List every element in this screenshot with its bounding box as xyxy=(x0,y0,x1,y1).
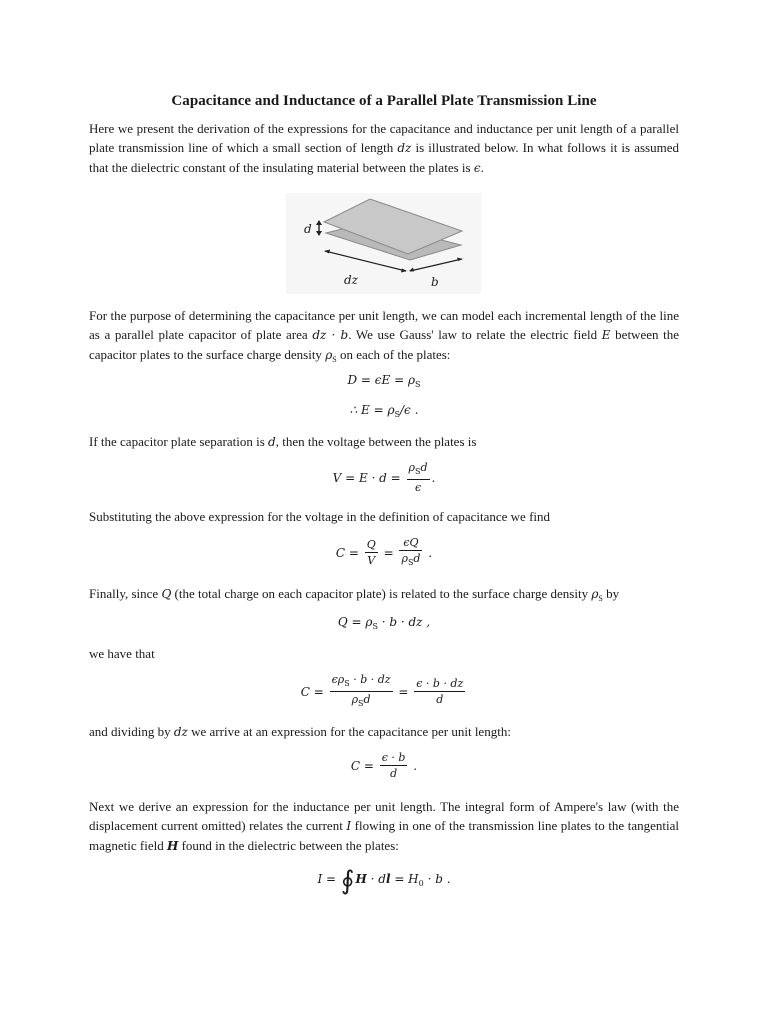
math-area: dz · b xyxy=(312,328,349,342)
numerator: ϵ · b xyxy=(381,751,406,764)
inductance-paragraph xyxy=(89,797,679,856)
eq-text: I = xyxy=(317,872,340,886)
subscript: S xyxy=(332,355,337,364)
fraction xyxy=(414,677,465,706)
math-E: E xyxy=(601,328,611,342)
eq-text: C = xyxy=(300,685,328,699)
math-d: d xyxy=(268,435,276,449)
math-dz: dz xyxy=(397,141,412,155)
text: by xyxy=(602,586,620,601)
page-title: Capacitance and Inductance of a Parallel Plate Transmission Line xyxy=(171,93,597,109)
subscript: S xyxy=(358,699,364,708)
text: Finally, since xyxy=(89,586,162,601)
eq-text: C = xyxy=(335,546,363,560)
denominator: ρ xyxy=(351,693,359,706)
math-rho: ρ xyxy=(591,587,599,601)
substitution-paragraph: Substituting the above expression for the voltage in the definition of capacitance we find xyxy=(89,509,551,524)
text: flowing in one of the transmission line plates to the tangential magnetic field xyxy=(89,818,680,853)
numerator: ϵρ xyxy=(331,673,345,686)
denominator-tail: d xyxy=(413,552,421,565)
text: . xyxy=(480,160,484,175)
fraction xyxy=(399,536,422,569)
denominator: ϵ xyxy=(414,481,422,494)
eq-text: = xyxy=(379,546,398,560)
text: If the capacitor plate separation is xyxy=(89,434,269,449)
eq-text: . xyxy=(424,546,433,560)
text: . We use Gauss' law to relate the electric field xyxy=(348,327,602,342)
numerator: Q xyxy=(366,538,376,551)
math-Q: Q xyxy=(161,587,172,601)
equation-capacitance-def xyxy=(0,537,768,570)
math-rho: ρ xyxy=(325,348,333,362)
text: is illustrated below. In what follows it is assumed that the dielectric constant of the insulating material between the plates is xyxy=(89,140,679,175)
math-H: H xyxy=(166,839,179,853)
subscript: S xyxy=(407,558,414,567)
eq-text: ∴ E = ρ xyxy=(349,403,395,417)
fraction xyxy=(365,538,378,567)
eq-text: . xyxy=(409,759,418,773)
numerator: ϵQ xyxy=(399,536,422,551)
fraction xyxy=(330,673,393,710)
label-b: b xyxy=(431,275,439,289)
eq-text: /ϵ . xyxy=(400,403,419,417)
denominator: d xyxy=(390,767,398,780)
fraction xyxy=(407,461,430,494)
eq-text: · b . xyxy=(423,872,451,886)
contour-integral-icon: ∮ xyxy=(340,866,355,896)
eq-text: · b · dz , xyxy=(377,615,431,629)
text: , then the voltage between the plates is xyxy=(275,434,477,449)
intro-paragraph xyxy=(89,119,679,178)
denominator: ρ xyxy=(401,552,408,565)
text: found in the dielectric between the plates: xyxy=(178,838,399,853)
text: and dividing by xyxy=(89,724,174,739)
eq-text: D = ϵE = ρ xyxy=(347,373,416,387)
text: Here we present the derivation of the expressions for the capacitance and inductance per unit length of a parallel plate transmission line of which a small section of length xyxy=(89,121,679,155)
dividing-paragraph xyxy=(89,722,679,742)
fraction xyxy=(380,751,408,780)
text: between the capacitor plates to the surface charge density xyxy=(89,327,679,362)
purpose-paragraph xyxy=(89,306,679,369)
eq-text: V = E · d = xyxy=(332,471,405,485)
eq-text: . xyxy=(431,471,436,485)
subscript: S xyxy=(415,467,421,476)
subscript: S xyxy=(415,380,421,389)
eq-text: = H xyxy=(390,872,419,886)
numerator: ρ xyxy=(408,461,416,474)
numerator-tail: · b · dz xyxy=(349,673,391,686)
denominator: V xyxy=(367,554,376,567)
equation-ampere xyxy=(0,866,768,896)
voltage-paragraph xyxy=(89,432,679,452)
equation-field xyxy=(0,403,768,419)
eq-text: · d xyxy=(366,872,386,886)
text: we arrive at an expression for the capacitance per unit length: xyxy=(187,724,511,739)
subscript: S xyxy=(598,594,603,603)
numerator-tail: d xyxy=(420,461,428,474)
math-epsilon: ϵ xyxy=(473,161,481,175)
text: (the total charge on each capacitor plate) is related to the surface charge density xyxy=(171,586,592,601)
eq-text: = xyxy=(394,685,413,699)
label-d: d xyxy=(304,222,312,236)
have-that-paragraph: we have that xyxy=(89,646,155,661)
denominator-tail: d xyxy=(363,693,371,706)
text: on each of the plates: xyxy=(336,347,451,362)
eq-text: Q = ρ xyxy=(337,615,373,629)
denominator: d xyxy=(436,693,444,706)
subscript: S xyxy=(372,622,378,631)
equation-charge xyxy=(0,615,768,631)
equation-voltage xyxy=(0,462,768,495)
parallel-plate-figure xyxy=(286,193,481,294)
math-l: l xyxy=(385,872,391,886)
math-H: H xyxy=(355,872,367,886)
text: Next we derive an expression for the inductance per unit length. The integral form of Ampere's law (with the displacement current omitted) relates the current xyxy=(89,799,679,833)
math-I: I xyxy=(346,819,352,833)
equation-gauss xyxy=(0,373,768,389)
equation-capacitance-per-length xyxy=(0,752,768,781)
equation-capacitance-subst xyxy=(0,674,768,711)
subscript: S xyxy=(344,679,350,688)
numerator: ϵ · b · dz xyxy=(416,677,464,690)
label-dz: dz xyxy=(344,273,359,287)
eq-text: C = xyxy=(350,759,378,773)
math-dz: dz xyxy=(173,725,188,739)
finally-paragraph xyxy=(89,584,679,608)
text: For the purpose of determining the capacitance per unit length, we can model each incremental length of the line as a parallel plate capacitor of plate area xyxy=(89,308,679,342)
subscript: 0 xyxy=(418,879,424,888)
subscript: S xyxy=(394,410,401,419)
